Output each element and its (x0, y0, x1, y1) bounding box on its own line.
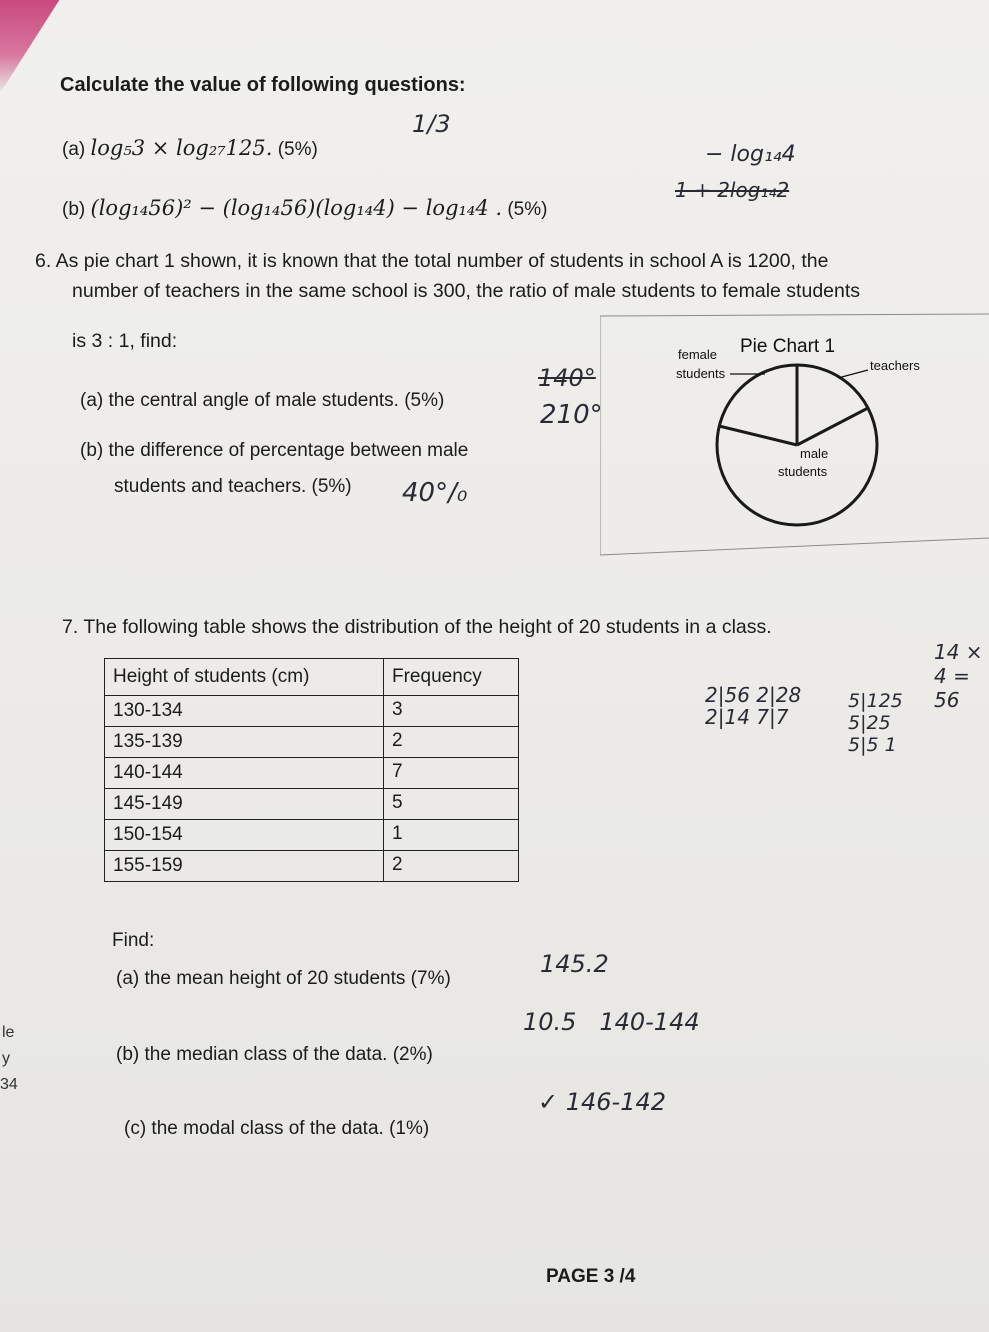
q5b-handwritten-bottom: 1 + 2log₁₄2 (675, 178, 790, 202)
height-cell: 155-159 (105, 851, 384, 882)
q6b-handwritten-answer: 40°/₀ (402, 478, 468, 508)
pie-radius-right (797, 408, 868, 445)
frequency-cell: 5 (384, 789, 519, 820)
q7b-handwritten-answer: 10.5 140-144 (523, 1008, 700, 1036)
height-cell: 145-149 (105, 789, 384, 820)
scratch-work-right: 14 × 4 = 56 (934, 640, 983, 712)
q6-text-line2: number of teachers in the same school is 300, the ratio of male students to female students (72, 280, 861, 302)
frequency-cell: 2 (384, 851, 519, 882)
table-row (105, 758, 519, 789)
pie-label-male-1: male (800, 446, 829, 461)
question-5b (62, 196, 547, 221)
chart-frame-top (600, 314, 989, 316)
q6-number: 6. (35, 250, 52, 272)
pie-label-female-1: female (678, 347, 718, 362)
q6b-text-line2: students and teachers. (5%) (114, 476, 352, 497)
edge-mark-3: 34 (0, 1076, 18, 1093)
table-row (105, 727, 519, 758)
height-frequency-table (104, 658, 519, 882)
q7c-text: (c) the modal class of the data. (1%) (124, 1118, 430, 1139)
question-7-intro (62, 616, 772, 639)
q7a-handwritten-answer: 145.2 (540, 950, 609, 978)
table-header-frequency: Frequency (384, 659, 519, 696)
height-cell: 130-134 (105, 696, 384, 727)
q6-text-line1: As pie chart 1 shown, it is known that the total number of students in school A is 1200, the (55, 250, 829, 272)
q7-intro-text: The following table shows the distribution of the height of 20 students in a class. (83, 616, 772, 638)
q7b-text: (b) the median class of the data. (2%) (116, 1044, 433, 1065)
table-row (105, 696, 519, 727)
chart-frame-bottom (600, 538, 989, 555)
q6a-handwritten-answer: 210° (540, 400, 603, 430)
pie-label-male-2: students (778, 464, 828, 479)
scratch-work-left: 2|56 2|28 2|14 7|7 (705, 683, 802, 729)
q6a-text: (a) the central angle of male students. (5%) (80, 390, 445, 411)
edge-mark-1: le (2, 1024, 15, 1041)
page-number: PAGE 3 /4 (546, 1266, 636, 1287)
height-frequency-table-wrap (104, 658, 519, 882)
table-header-height: Height of students (cm) (105, 659, 384, 696)
pie-radius-left (719, 426, 797, 445)
q7c-handwritten-answer: ✓ 146-142 (538, 1088, 667, 1116)
q5a-marks: (5%) (277, 139, 318, 160)
q7-find: Find: (112, 930, 155, 951)
height-cell: 140-144 (105, 758, 384, 789)
question-6-line1 (35, 250, 828, 273)
q7-number: 7. (62, 616, 79, 638)
table-header-row (105, 659, 519, 696)
pie-chart-1 (600, 312, 989, 557)
q5b-label: (b) (62, 199, 86, 220)
q6b-text-line1: (b) the difference of percentage between male (80, 440, 469, 461)
q5b-marks: (5%) (507, 199, 548, 220)
edge-mark-2: y (2, 1050, 10, 1067)
pie-leader-teachers (838, 370, 868, 378)
q5b-expression: (log₁₄56)² − (log₁₄56)(log₁₄4) − log₁₄4 . (90, 196, 503, 220)
pie-chart-title: Pie Chart 1 (740, 336, 836, 357)
frequency-cell: 7 (384, 758, 519, 789)
pie-label-female-2: students (676, 366, 726, 381)
q6a-crossed-answer: 140° (538, 364, 596, 392)
table-row (105, 789, 519, 820)
q7a-text: (a) the mean height of 20 students (7%) (116, 968, 451, 989)
table-row (105, 820, 519, 851)
pie-label-teachers: teachers (870, 358, 920, 373)
scratch-work-middle: 5|125 5|25 5|5 1 (848, 690, 903, 756)
question-5a (62, 136, 318, 161)
frequency-cell: 2 (384, 727, 519, 758)
section-heading: Calculate the value of following questions: (60, 74, 466, 96)
q5a-label: (a) (62, 139, 86, 160)
height-cell: 135-139 (105, 727, 384, 758)
frequency-cell: 1 (384, 820, 519, 851)
q5b-handwritten-top: − log₁₄4 (705, 142, 796, 167)
q5a-handwritten-answer: 1/3 (412, 110, 451, 138)
frequency-cell: 3 (384, 696, 519, 727)
q6-text-line3: is 3 : 1, find: (72, 330, 178, 352)
table-row (105, 851, 519, 882)
q5a-expression: log₅3 × log₂₇125. (90, 136, 273, 160)
height-cell: 150-154 (105, 820, 384, 851)
